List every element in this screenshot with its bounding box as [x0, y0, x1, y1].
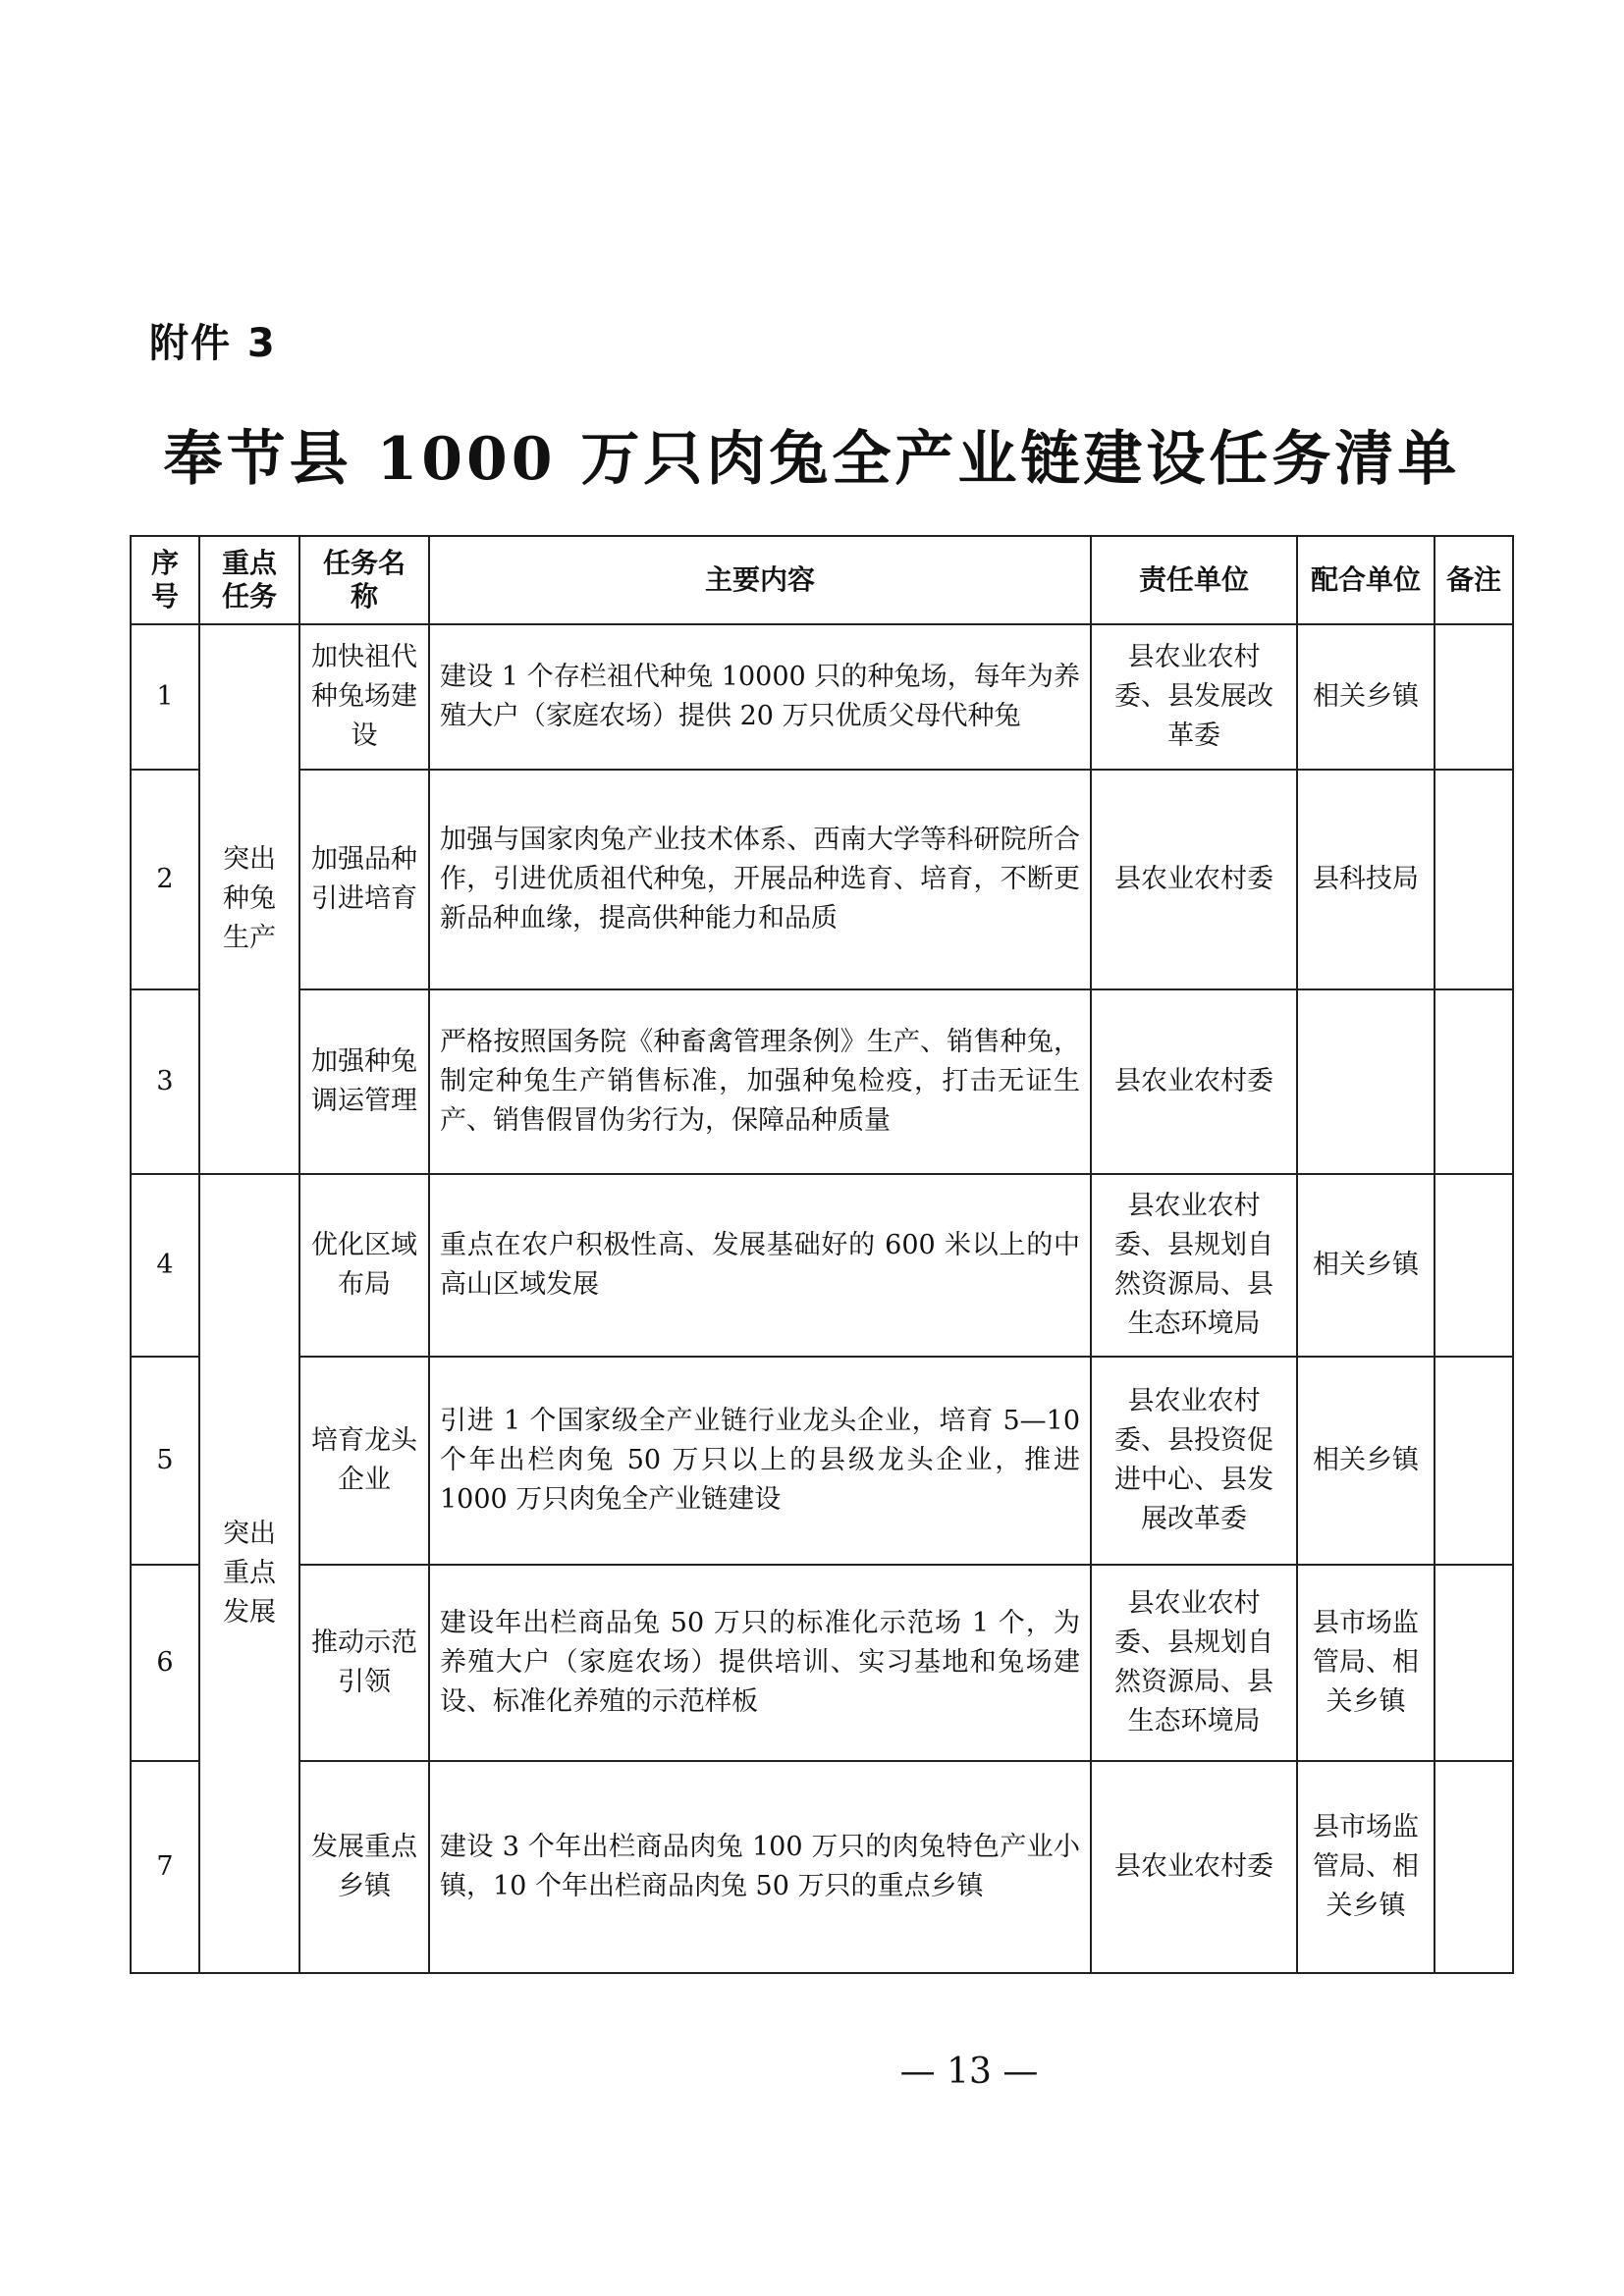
row-no: 2 — [131, 770, 199, 989]
table-row — [131, 770, 1513, 989]
table-row — [131, 989, 1513, 1174]
row-no: 6 — [131, 1565, 199, 1761]
table-row — [131, 1565, 1513, 1761]
responsible-unit: 县农业农村委 — [1091, 1761, 1297, 1973]
page-number-wrap — [0, 2052, 1624, 2092]
responsible-unit: 县农业农村委、县规划自然资源局、县生态环境局 — [1091, 1565, 1297, 1761]
remarks — [1435, 1761, 1513, 1973]
responsible-unit: 县农业农村委 — [1091, 989, 1297, 1174]
cooperate-unit: 相关乡镇 — [1297, 1357, 1435, 1565]
remarks — [1435, 624, 1513, 770]
row-no: 4 — [131, 1174, 199, 1357]
task-name: 优化区域布局 — [299, 1174, 429, 1357]
task-name: 加快祖代种兔场建设 — [299, 624, 429, 770]
header-responsible: 责任单位 — [1091, 536, 1297, 624]
cooperate-unit: 相关乡镇 — [1297, 1174, 1435, 1357]
group-label: 突出种兔生产 — [199, 624, 299, 1174]
header-key-task: 重点任务 — [199, 536, 299, 624]
task-content: 重点在农户积极性高、发展基础好的 600 米以上的中高山区域发展 — [429, 1174, 1091, 1357]
task-name: 培育龙头企业 — [299, 1357, 429, 1565]
task-content: 加强与国家肉兔产业技术体系、西南大学等科研院所合作，引进优质祖代种兔，开展品种选育、培育，不断更新品种血缘，提高供种能力和品质 — [429, 770, 1091, 989]
row-no: 5 — [131, 1357, 199, 1565]
responsible-unit: 县农业农村委、县发展改革委 — [1091, 624, 1297, 770]
header-cooperate: 配合单位 — [1297, 536, 1435, 624]
task-name: 加强种兔调运管理 — [299, 989, 429, 1174]
header-remarks: 备注 — [1435, 536, 1513, 624]
table-header-row — [131, 536, 1513, 624]
task-content: 引进 1 个国家级全产业链行业龙头企业，培育 5—10 个年出栏肉兔 50 万只以上的县级龙头企业，推进 1000 万只肉兔全产业链建设 — [429, 1357, 1091, 1565]
row-no: 3 — [131, 989, 199, 1174]
cooperate-unit: 相关乡镇 — [1297, 624, 1435, 770]
table-row — [131, 1174, 1513, 1357]
task-content: 建设 1 个存栏祖代种兔 10000 只的种兔场，每年为养殖大户（家庭农场）提供 20 万只优质父母代种兔 — [429, 624, 1091, 770]
page-number: — 13 — — [899, 2052, 1039, 2092]
remarks — [1435, 989, 1513, 1174]
row-no: 7 — [131, 1761, 199, 1973]
task-name: 加强品种引进培育 — [299, 770, 429, 989]
cooperate-unit: 县市场监管局、相关乡镇 — [1297, 1761, 1435, 1973]
header-no: 序号 — [131, 536, 199, 624]
row-no: 1 — [131, 624, 199, 770]
remarks — [1435, 1565, 1513, 1761]
table-row — [131, 1357, 1513, 1565]
responsible-unit: 县农业农村委 — [1091, 770, 1297, 989]
remarks — [1435, 1174, 1513, 1357]
remarks — [1435, 1357, 1513, 1565]
task-content: 建设 3 个年出栏商品肉兔 100 万只的肉兔特色产业小镇，10 个年出栏商品肉兔 50 万只的重点乡镇 — [429, 1761, 1091, 1973]
task-content: 建设年出栏商品兔 50 万只的标准化示范场 1 个，为养殖大户（家庭农场）提供培训、实习基地和兔场建设、标准化养殖的示范样板 — [429, 1565, 1091, 1761]
responsible-unit: 县农业农村委、县规划自然资源局、县生态环境局 — [1091, 1174, 1297, 1357]
task-name: 推动示范引领 — [299, 1565, 429, 1761]
cooperate-unit: 县科技局 — [1297, 770, 1435, 989]
cooperate-unit: 县市场监管局、相关乡镇 — [1297, 1565, 1435, 1761]
group-label: 突出重点发展 — [199, 1174, 299, 1973]
header-content: 主要内容 — [429, 536, 1091, 624]
attachment-label: 附件 3 — [149, 321, 277, 366]
header-task-name: 任务名称 — [299, 536, 429, 624]
responsible-unit: 县农业农村委、县投资促进中心、县发展改革委 — [1091, 1357, 1297, 1565]
table-row — [131, 1761, 1513, 1973]
task-content: 严格按照国务院《种畜禽管理条例》生产、销售种兔，制定种兔生产销售标准，加强种兔检疫，打击无证生产、销售假冒伪劣行为，保障品种质量 — [429, 989, 1091, 1174]
cooperate-unit — [1297, 989, 1435, 1174]
remarks — [1435, 770, 1513, 989]
task-name: 发展重点乡镇 — [299, 1761, 429, 1973]
table-row — [131, 624, 1513, 770]
document-title: 奉节县 1000 万只肉兔全产业链建设任务清单 — [163, 425, 1461, 494]
task-table — [130, 535, 1514, 1974]
